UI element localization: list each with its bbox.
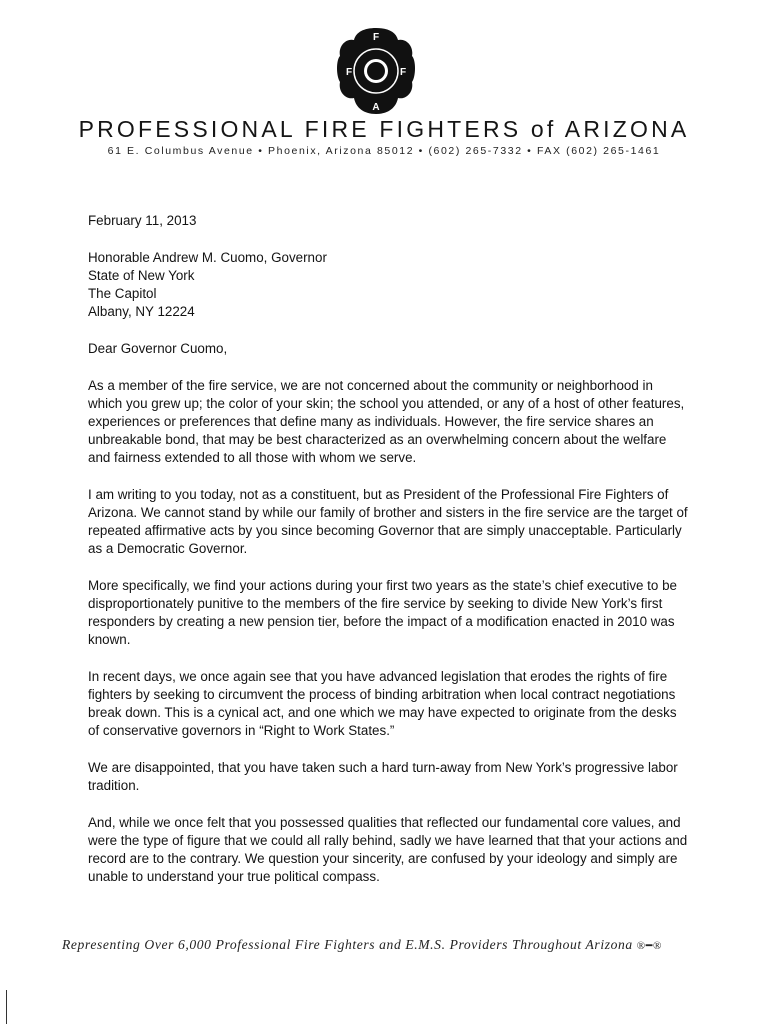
logo-letter-bottom: A bbox=[372, 102, 380, 113]
recipient-line: Albany, NY 12224 bbox=[88, 304, 195, 319]
paragraph: And, while we once felt that you possessed qualities that reflected our fundamental core values, and were the type of figure that we could all rally behind, sadly we have learned that that your actions and record are to the contrary. We question your sincerity, are confused by your ideology and simply are unable to understand your true political compass. bbox=[88, 815, 688, 884]
letter-body bbox=[88, 212, 688, 905]
footer-tagline: Representing Over 6,000 Professional Fire Fighters and E.M.S. Providers Throughout Arizona bbox=[62, 937, 633, 952]
scan-edge-divider bbox=[6, 990, 7, 1024]
organization-address: 61 E. Columbus Avenue • Phoenix, Arizona 85012 • (602) 265-7332 • FAX (602) 265-1461 bbox=[107, 145, 661, 157]
maltese-cross-icon bbox=[336, 26, 416, 116]
recipient-line: The Capitol bbox=[88, 286, 157, 301]
letterhead-footer bbox=[62, 937, 722, 953]
logo-letter-left: F bbox=[345, 67, 353, 78]
salutation: Dear Governor Cuomo, bbox=[88, 341, 228, 356]
paragraph: In recent days, we once again see that you have advanced legislation that erodes the rights of fire fighters by seeking to circumvent the process of binding arbitration when local contract negotiations break down. This is a cynical act, and one which we may have expected to originate from the desks of conservative governors in “Right to Work States.” bbox=[88, 669, 677, 738]
logo-letter-top: F bbox=[372, 32, 380, 43]
organization-name: PROFESSIONAL FIRE FIGHTERS of ARIZONA bbox=[78, 116, 690, 142]
paragraph: More specifically, we find your actions during your first two years as the state’s chief executive to be disproportionately punitive to the members of the fire service by seeking to divide New York’s first responders by creating a new pension tier, before the impact of a modification enacted in 2010 was known. bbox=[88, 578, 677, 647]
union-logo bbox=[336, 26, 416, 116]
logo-letter-right: F bbox=[399, 67, 407, 78]
union-label-icon: ®━® bbox=[636, 940, 662, 952]
paragraph: We are disappointed, that you have taken such a hard turn-away from New York’s progressive labor tradition. bbox=[88, 760, 678, 793]
paragraph: As a member of the fire service, we are not concerned about the community or neighborhood in which you grew up; the color of your skin; the school you attended, or any of a host of other features, experiences or preferences that define many as individuals. However, the fire service shares an unbreakable bond, that may be best characterized as an overwhelming concern about the welfare and fairness extended to all those with whom we serve. bbox=[88, 378, 685, 465]
paragraph: I am writing to you today, not as a constituent, but as President of the Professional Fire Fighters of Arizona. We cannot stand by while our family of brother and sisters in the fire service are the target of repeated affirmative acts by you since becoming Governor that are simply unacceptable. Particularly as a Democratic Governor. bbox=[88, 487, 688, 556]
recipient-line: State of New York bbox=[88, 268, 195, 283]
recipient-line: Honorable Andrew M. Cuomo, Governor bbox=[88, 250, 327, 265]
letter-date: February 11, 2013 bbox=[88, 213, 197, 228]
